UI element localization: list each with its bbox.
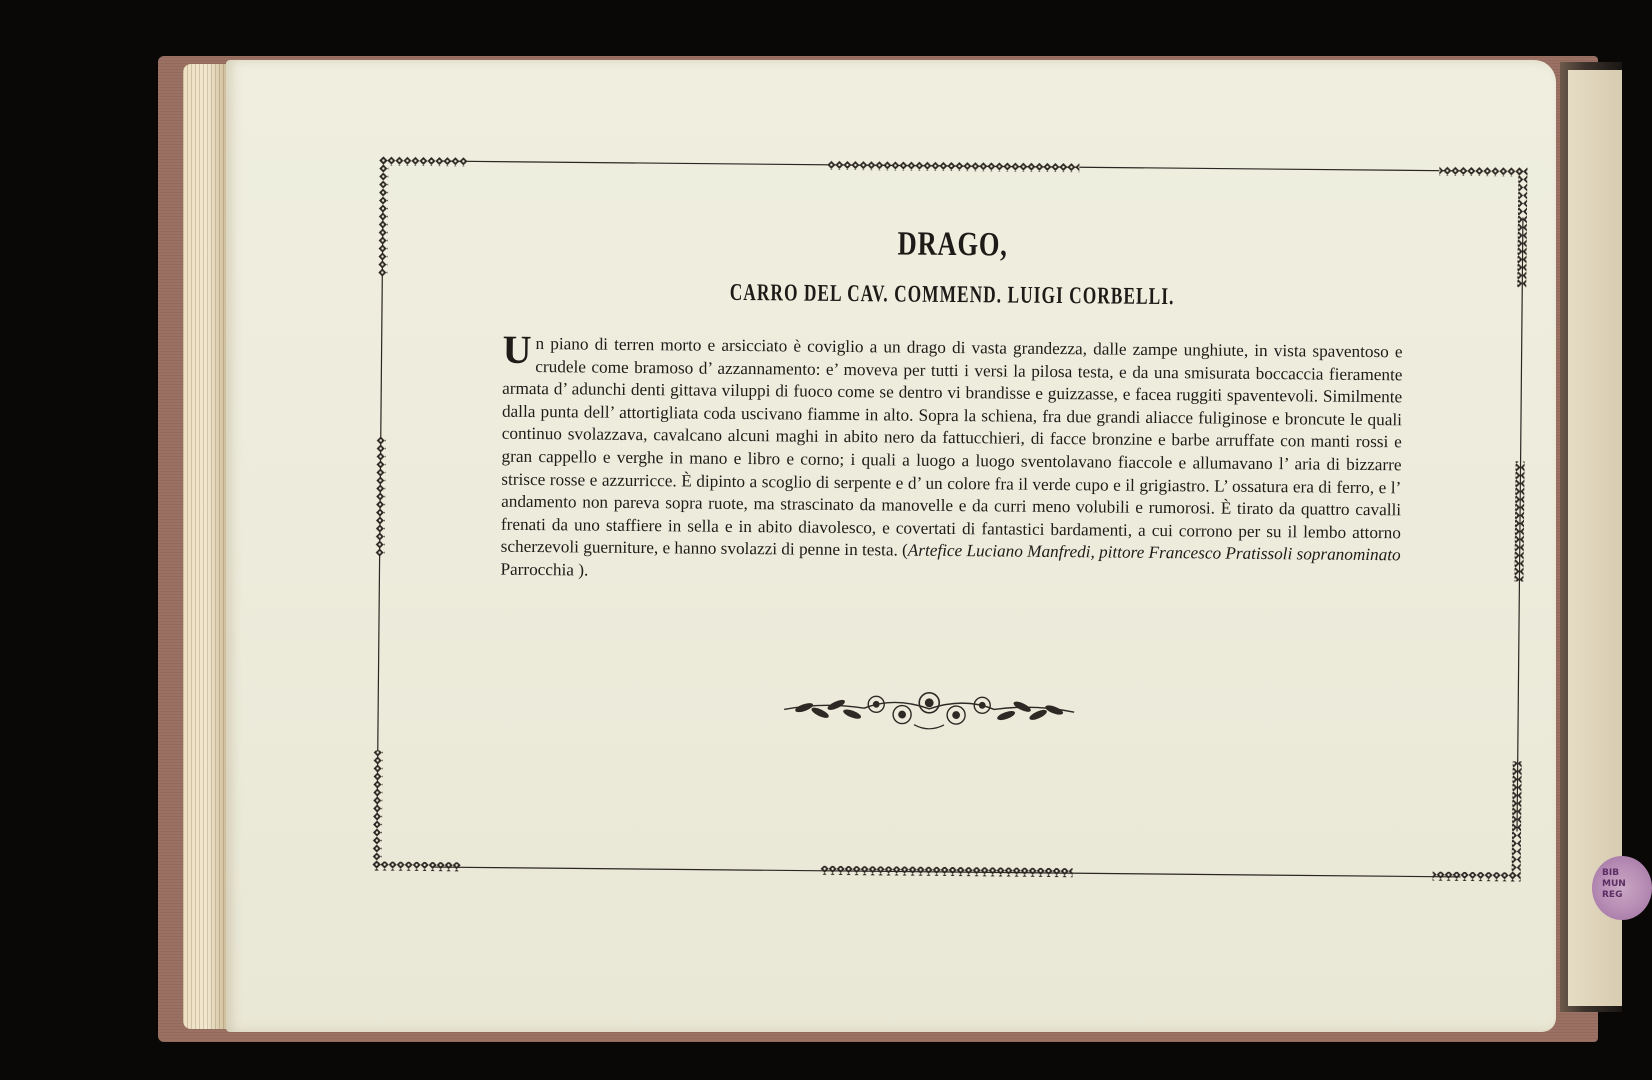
stamp-line-2: MUN	[1602, 879, 1626, 889]
library-stamp	[1592, 856, 1652, 920]
credit-end: ).	[573, 560, 589, 580]
page-subtitle: CARRO DEL CAV. COMMEND. LUIGI CORBELLI.	[729, 279, 1175, 311]
description-paragraph	[500, 326, 1403, 590]
stamp-line-1: BIB	[1602, 868, 1620, 878]
ornamental-frame	[373, 157, 1528, 882]
stamp-line-3: REG	[1602, 890, 1623, 900]
drop-cap: U	[502, 326, 532, 372]
page-title: DRAGO,	[897, 225, 1008, 264]
credit-italic: Artefice Luciano Manfredi, pittore Francesco Pratissoli sopranominato	[907, 540, 1401, 565]
credit-name: Parrocchia	[500, 559, 575, 580]
paragraph-text: n piano di terren morto e arsicciato è coviglio a un drago di vasta grandezza, dalle zampe unghiute, in vista spaventoso e crudele come bramoso d’ azzannamento: e’ moveva per tutti i versi la pilosa testa, e da una smisurata boccaccia fieramente armata d’ adunchi denti gittava viluppi di fuoco come se dentro vi brandisse e guizzasse, e facea ruggiti spaventevoli. Similmente dalla punta dell’ attortigliata coda uscivano fiamme in alto. Sopra la schiena, fra due grandi aliacce fuliginose e broncute le quali continuo svolazzava, cavalcano alcuni maghi in abito nero da fattucchieri, di facce bronzine e barbe arruffate con manti rossi e gran cappello e verghe in mano e libro e corno; i quali a luogo a luogo sventolavano fiaccole e allumavano l’ aria di bizzarre strisce rosse e azzurricce. È dipinto a scoglio di serpente e d’ un colore fra il verde cupo e il grigiastro. L’ ossatura era di ferro, e l’ andamento non pareva sopra ruote, ma strascinato da manovelle e da curri meno volubili e rumorosi. È tirato da quattro cavalli frenati da uno staffiere in sella e in abito diavolesco, e covertati di fantastici bardamenti, a cui corrono per su il lembo attorno scherzevoli guerniture, e hanno svolazzi di penne in testa. (	[500, 334, 1403, 560]
floral-ornament-icon	[784, 687, 1074, 736]
